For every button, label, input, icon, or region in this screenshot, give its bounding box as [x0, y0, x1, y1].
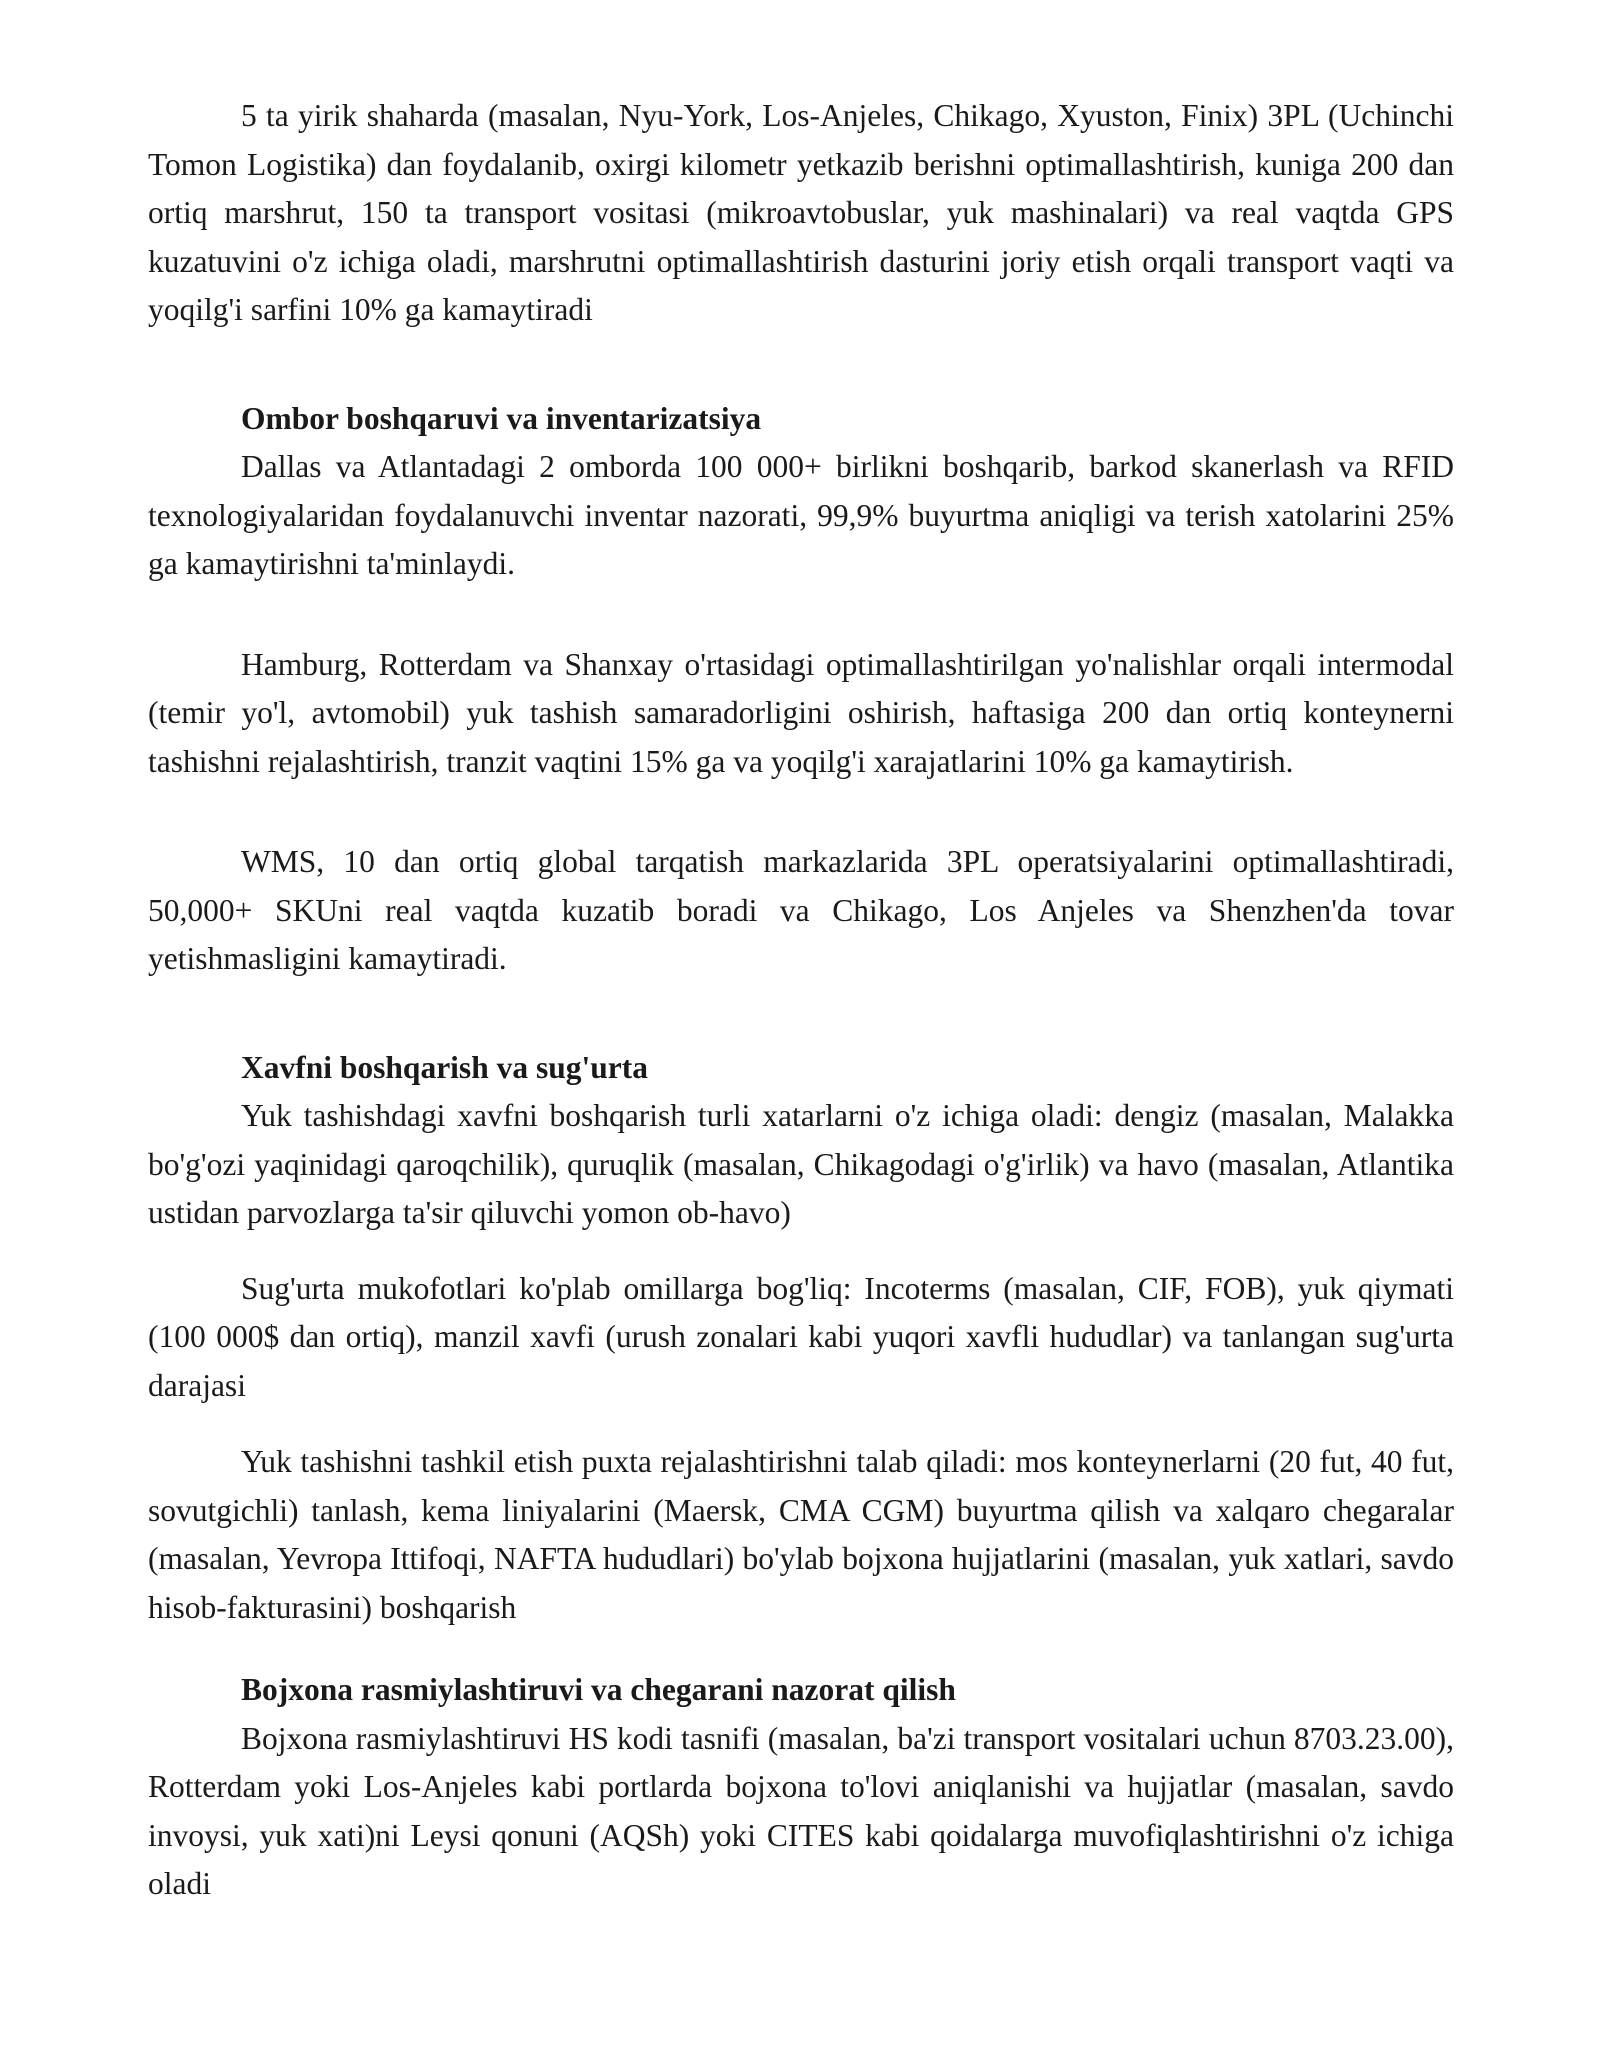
heading-customs-clearance: Bojxona rasmiylashtiruvi va chegarani nazorat qilish — [241, 1672, 956, 1707]
heading-risk-management: Xavfni boshqarish va sug'urta — [241, 1049, 648, 1085]
paragraph-risk-types: Yuk tashishdagi xavfni boshqarish turli xatarlarni o'z ichiga oladi: dengiz (masalan, Malakka bo'g'ozi yaqinidagi qaroqchilik), quruqlik (masalan, Chikagodagi o'g'irlik) va havo (masalan, Atlantika ustidan parvozlarga ta'sir qiluvchi yomon ob-havo) — [148, 1098, 1454, 1230]
paragraph-last-mile-delivery: 5 ta yirik shaharda (masalan, Nyu-York, Los-Anjeles, Chikago, Xyuston, Finix) 3PL (Uchinchi Tomon Logistika) dan foydalanib, oxirgi kilometr yetkazib berishni optimallashtirish, kuniga 200 dan ortiq marshrut, 150 ta transport vositasi (mikroavtobuslar, yuk mashinalari) va real vaqtda GPS kuzatuvini o'z ichiga oladi, marshrutni optimallashtirish dasturini joriy etish orqali transport vaqti va yoqilg'i sarfini 10% ga kamaytiradi — [148, 98, 1454, 327]
paragraph-customs-clearance: Bojxona rasmiylashtiruvi HS kodi tasnifi (masalan, ba'zi transport vositalari uchun 8703.23.00), Rotterdam yoki Los-Anjeles kabi portlarda bojxona to'lovi aniqlanishi va hujjatlar (masalan, savdo invoysi, yuk xati)ni Leysi qonuni (AQSh) yoki CITES kabi qoidalarga muvofiqlashtirishni o'z ichiga oladi — [148, 1720, 1454, 1901]
paragraph-intermodal-shipping: Hamburg, Rotterdam va Shanxay o'rtasidagi optimallashtirilgan yo'nalishlar orqali intermodal (temir yo'l, avtomobil) yuk tashish samaradorligini oshirish, haftasiga 200 dan ortiq konteynerni tashishni rejalashtirish, tranzit vaqtini 15% ga va yoqilg'i xarajatlarini 10% ga kamaytirish. — [148, 646, 1454, 779]
paragraph-wms: WMS, 10 dan ortiq global tarqatish markazlarida 3PL operatsiyalarini optimallashtiradi, 50,000+ SKUni real vaqtda kuzatib boradi va Chikago, Los Anjeles va Shenzhen'da tovar yetishmasligini kamaytiradi. — [148, 844, 1454, 976]
paragraph-freight-organization: Yuk tashishni tashkil etish puxta rejalashtirishni talab qiladi: mos konteynerlarni (20 fut, 40 fut, sovutgichli) tanlash, kema liniyalarini (Maersk, CMA CGM) buyurtma qilish va xalqaro chegaralar (masalan, Yevropa Ittifoqi, NAFTA hududlari) bo'ylab bojxona hujjatlarini (masalan, yuk xatlari, savdo hisob-fakturasini) boshqarish — [148, 1444, 1454, 1625]
document-page — [148, 92, 1454, 1909]
paragraph-warehouse-inventory: Dallas va Atlantadagi 2 omborda 100 000+ birlikni boshqarib, barkod skanerlash va RFID texnologiyalaridan foydalanuvchi inventar nazorati, 99,9% buyurtma aniqligi va terish xatolarini 25% ga kamaytirishni ta'minlaydi. — [148, 449, 1454, 581]
paragraph-insurance-premiums: Sug'urta mukofotlari ko'plab omillarga bog'liq: Incoterms (masalan, CIF, FOB), yuk qiymati (100 000$ dan ortiq), manzil xavfi (urush zonalari kabi yuqori xavfli hududlar) va tanlangan sug'urta darajasi — [148, 1270, 1454, 1403]
heading-warehouse-management: Ombor boshqaruvi va inventarizatsiya — [241, 400, 762, 436]
